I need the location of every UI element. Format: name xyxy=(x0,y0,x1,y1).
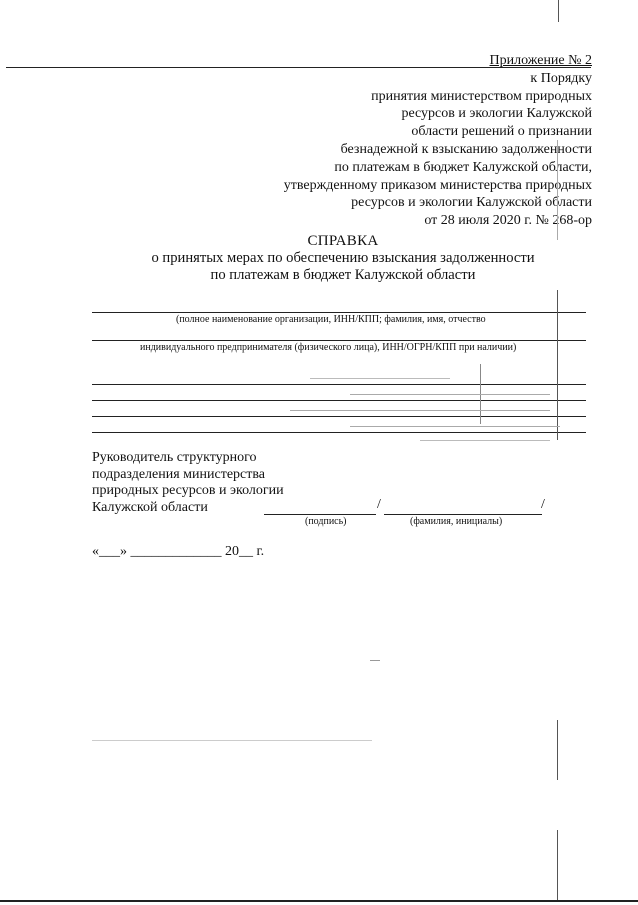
appendix-line-4: области решений о признании xyxy=(411,124,592,140)
field-caption-2: индивидуального предпринимателя (физического лица), ИНН/ОГРН/КПП при наличии) xyxy=(140,342,517,353)
signatory-line-2: подразделения министерства xyxy=(92,466,266,482)
date-year-blank[interactable]: __ xyxy=(239,544,253,559)
bottom-rule xyxy=(0,900,638,902)
field-line-6 xyxy=(92,432,586,433)
scan-noise xyxy=(290,410,550,411)
date-open-quote: « xyxy=(92,544,99,559)
scan-edge-line-mid xyxy=(557,290,558,440)
signature-field[interactable] xyxy=(264,514,376,515)
scan-edge-line-top xyxy=(558,0,559,22)
scan-edge-line-bottom xyxy=(557,830,558,900)
scan-noise xyxy=(92,740,372,741)
caption-name: (фамилия, инициалы) xyxy=(410,516,503,527)
scan-noise xyxy=(350,394,550,395)
field-line-3 xyxy=(92,384,586,385)
name-field[interactable] xyxy=(384,514,542,515)
date-month-blank[interactable]: _____________ xyxy=(130,544,222,559)
title-sub-2: по платежам в бюджет Калужской области xyxy=(210,267,476,283)
scan-noise xyxy=(420,440,550,441)
appendix-line-3: ресурсов и экологии Калужской xyxy=(401,106,592,122)
field-line-4 xyxy=(92,400,586,401)
document-title xyxy=(0,233,638,284)
field-line-2 xyxy=(92,340,586,341)
signatory-block xyxy=(92,450,284,516)
signatory-line-3: природных ресурсов и экологии xyxy=(92,483,284,498)
date-day-blank[interactable]: ___ xyxy=(99,544,120,559)
field-line-1 xyxy=(92,312,586,313)
field-line-5 xyxy=(92,416,586,417)
scan-edge-line-lower xyxy=(557,720,558,780)
appendix-line-8: ресурсов и экологии Калужской области xyxy=(351,195,592,211)
appendix-line-1: к Порядку xyxy=(530,70,592,86)
date-close-quote: » xyxy=(120,544,127,559)
caption-signature: (подпись) xyxy=(305,516,347,527)
name-end-slash: / xyxy=(541,497,545,512)
scan-edge-line-upper xyxy=(557,140,558,240)
appendix-line-2: принятия министерством природных xyxy=(371,88,592,104)
appendix-line-9: от 28 июля 2020 г. № 268-ор xyxy=(424,213,592,229)
scan-noise xyxy=(370,660,380,661)
appendix-header xyxy=(284,52,592,230)
scan-noise xyxy=(310,378,450,379)
appendix-number: Приложение № 2 xyxy=(489,53,592,68)
appendix-line-7: утвержденному приказом министерства природных xyxy=(283,177,592,193)
title-main: СПРАВКА xyxy=(307,233,379,249)
date-year-suffix: г. xyxy=(253,544,265,559)
signatory-line-1: Руководитель структурного xyxy=(92,450,257,465)
title-sub-1: о принятых мерах по обеспечению взыскания задолженности xyxy=(151,250,535,266)
signature-slash: / xyxy=(377,497,381,512)
date-line xyxy=(92,544,264,560)
signatory-line-4: Калужской области xyxy=(92,499,208,515)
scan-noise xyxy=(350,426,560,427)
field-caption-1: (полное наименование организации, ИНН/КПП; фамилия, имя, отчество xyxy=(176,314,486,325)
appendix-line-6: по платежам в бюджет Калужской области, xyxy=(334,159,592,175)
date-year-prefix: 20 xyxy=(225,544,239,559)
appendix-line-5: безнадежной к взысканию задолженности xyxy=(340,141,592,157)
